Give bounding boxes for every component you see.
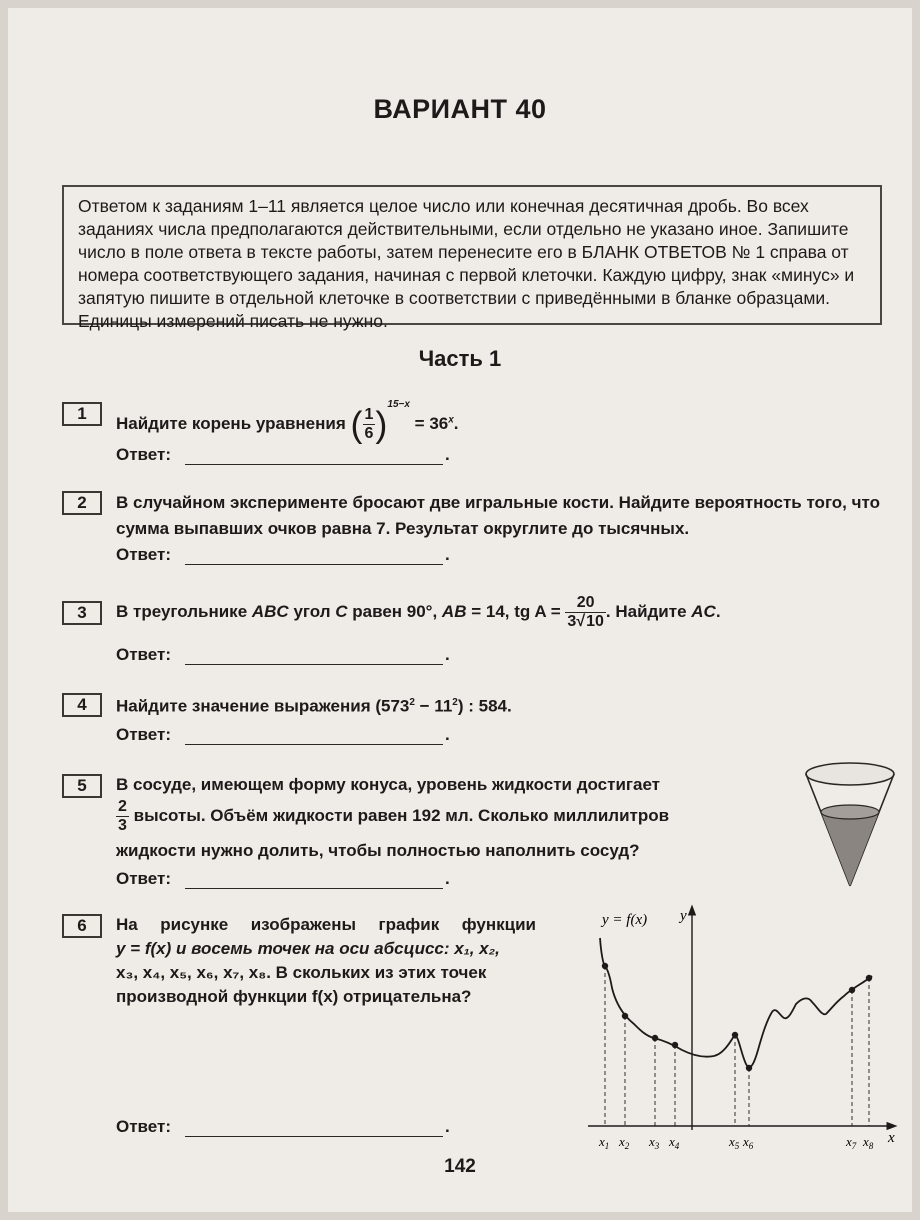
task-1-answer[interactable]: Ответ: . [116,445,450,464]
task-3-answer[interactable]: Ответ: . [116,645,450,664]
task-6-answer[interactable]: Ответ: . [116,1117,450,1136]
task-2-number: 2 [62,491,102,515]
task-2-answer[interactable]: Ответ: . [116,545,450,564]
task-6-number: 6 [62,914,102,938]
function-curve [600,938,872,1067]
task-5-number: 5 [62,774,102,798]
answer-line[interactable] [185,726,443,745]
task-4-number: 4 [62,693,102,717]
page [8,8,912,1212]
tick-label-x5: $x_5$ [729,1134,740,1151]
tick-label-x1: $x_1$ [599,1134,610,1151]
task-6-line-4: производной функции f(x) отрицательна? [116,987,472,1006]
point-x1 [602,963,608,1126]
task-5-line-1: В сосуде, имеющем форму конуса, уровень жидкости достигает [116,775,661,794]
tick-label-x6: $x_6$ [743,1134,754,1151]
instruction-box: Ответом к заданиям 1–11 является целое число или конечная десятичная дробь. Во всех заданиях числа предполагаются действительными, если отдельно не указано иное. Запишите число в поле ответа в тексте работы, затем перенесите его в БЛАНК ОТВЕТОВ № 1 справа от номера соответствующего задания, начиная с первой клеточки. Каждую цифру, знак «минус» и запятую пишите в отдельной клеточке в соответствии с приведёнными в бланке образцами. Единицы измерений писать не нужно. [62,185,882,325]
task-3-number: 3 [62,601,102,625]
task-1-number: 1 [62,402,102,426]
page-number: 142 [444,1156,476,1177]
x-axis-label: x [888,1130,895,1146]
part-title: Часть 1 [418,346,502,371]
point-x3 [652,1035,658,1126]
y-axis-label: y [680,908,687,924]
task-4-text: Найдите значение выражения $(573^2 - 11^2)$ : 584. [116,696,512,716]
task-4-answer[interactable]: Ответ: . [116,725,450,744]
task-5-answer[interactable]: Ответ: . [116,869,450,888]
point-x8 [866,975,872,1126]
tick-label-x8: $x_8$ [863,1134,874,1151]
answer-line[interactable] [185,646,443,665]
cone-figure [800,760,902,900]
task-6-line-1: На рисунке изображены график функции [116,915,536,934]
answer-line[interactable] [185,1118,443,1137]
task-1-text: Найдите корень уравнения ( $\frac{1}{6}$ )$^{15-x} = 36^x$. [116,399,459,445]
task-6-line-3: x₃, x₄, x₅, x₆, x₇, x₈. В скольких из этих точек [116,963,487,982]
function-label: y = f(x) [602,912,648,928]
task-3-text: В треугольнике ABC угол C равен 90°, AB = 14, tg A = $\frac{20}{3√10}$ . Найдите AC. [116,594,721,630]
task-5-line-2: $\frac{2}{3}$ высоты. Объём жидкости равен 192 мл. Сколько миллилитров [118,798,670,834]
answer-line[interactable] [185,446,443,465]
point-x6 [746,1065,752,1126]
point-x4 [672,1042,678,1126]
answer-line[interactable] [185,870,443,889]
variant-title: ВАРИАНТ 40 [373,94,547,124]
point-x7 [849,987,855,1126]
task-5-line-3: жидкости нужно долить, чтобы полностью наполнить сосуд? [116,841,640,860]
function-graph [586,904,902,1154]
point-x2 [622,1013,628,1126]
tick-label-x4: $x_4$ [669,1134,680,1151]
task-6-line-2: y = f(x) и восемь точек на оси абсцисс: x₁, x₂, [116,939,500,958]
tick-label-x7: $x_7$ [846,1134,857,1151]
answer-line[interactable] [185,546,443,565]
point-x5 [732,1032,738,1126]
tick-label-x2: $x_2$ [619,1134,630,1151]
task-2-text: В случайном эксперименте бросают две игральные кости. Найдите вероятность того, что сумма выпавших очков равна 7. Результат округлите до тысячных. [116,493,880,538]
tick-label-x3: $x_3$ [649,1134,660,1151]
